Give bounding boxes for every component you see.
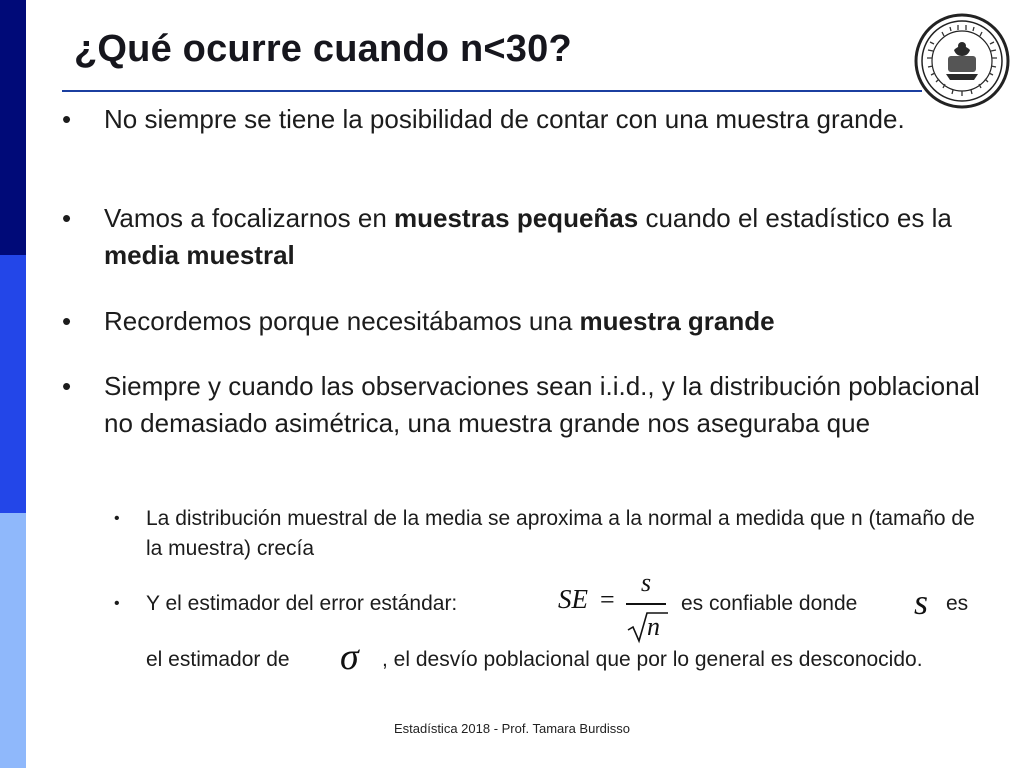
bullet-3-text [104,303,984,340]
sub-bullet-2-text-c: es [946,592,969,615]
formula-denominator: n [647,612,660,641]
bullet-2-part-a: Vamos a focalizarnos en [104,203,394,233]
bullet-2-text [104,200,984,274]
bullet-3-bold: muestra grande [579,306,775,336]
bullet-marker: • [62,104,72,134]
slide-footer: Estadística 2018 - Prof. Tamara Burdisso [393,721,631,736]
bullet-marker: • [62,203,72,233]
bullet-2-bold-a: muestras pequeñas [394,203,639,233]
symbol-sigma: σ [340,636,359,678]
slide-title: ¿Qué ocurre cuando n<30? [74,28,572,70]
sub-bullet-2-text-a: Y el estimador del error estándar: [146,592,458,615]
sub-bullet-2-text-b: es confiable donde [681,592,858,615]
sub-bullet-2-text-e: , el desvío poblacional que por lo general es desconocido. [382,648,923,671]
sub-bullet-2-text-d: el estimador de [146,648,290,671]
formula-numerator: s [641,568,652,597]
fraction-bar [626,603,666,605]
symbol-s: s [914,582,929,622]
formula-equals: = [600,585,615,614]
sub-bullet-1-text: La distribución muestral de la media se aproxima a la normal a medida que n (tamaño de la muestra) crecía [146,507,975,560]
bullet-3-part-a: Recordemos porque necesitábamos una [104,306,580,336]
sub-bullet-marker: • [114,595,120,612]
bullet-marker: • [62,306,72,336]
bullet-2-bold-b: media muestral [104,240,295,270]
sub-bullet-marker: • [114,510,120,527]
bullet-marker: • [62,371,72,401]
bullet-4-text: Siempre y cuando las observaciones sean i.i.d., y la distribución poblacional no demasiado asimétrica, una muestra grande nos aseguraba que [104,371,980,438]
bullet-2-part-c: cuando el estadístico es la [638,203,952,233]
bullet-1-text: No siempre se tiene la posibilidad de contar con una muestra grande. [104,104,905,134]
formula-se: SE [558,584,588,614]
